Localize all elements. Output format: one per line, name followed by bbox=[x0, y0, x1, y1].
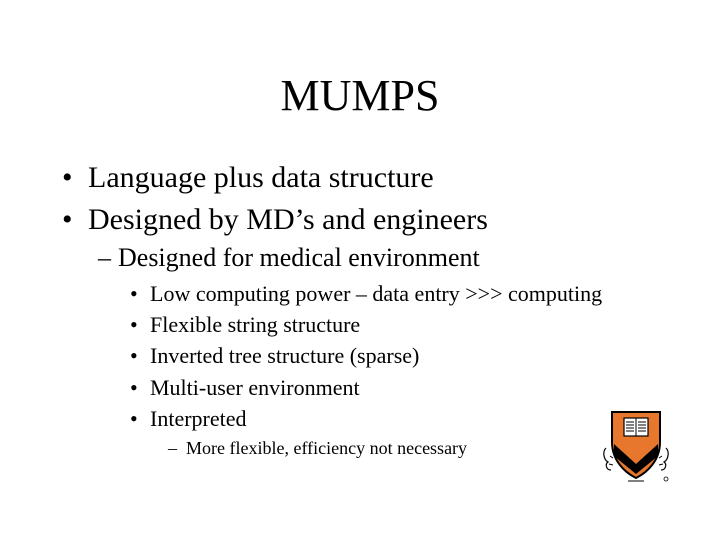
bullet-marker: • bbox=[62, 203, 73, 236]
bullet-marker: • bbox=[130, 281, 138, 306]
sub-sub-bullet-text: Inverted tree structure (sparse) bbox=[150, 343, 420, 368]
sub-sub-bullet-text: Multi-user environment bbox=[150, 375, 360, 400]
sub-sub-bullet-text: Low computing power – data entry >>> computing bbox=[150, 281, 603, 306]
bullet-marker: • bbox=[130, 312, 138, 337]
bullet-marker: • bbox=[62, 161, 73, 194]
bullet-marker: • bbox=[130, 406, 138, 431]
bullet-marker: • bbox=[130, 375, 138, 400]
sub-bullet-text: Designed for medical environment bbox=[118, 243, 480, 272]
bullet-text: Language plus data structure bbox=[88, 161, 434, 194]
sub-sub-bullet-text: Interpreted bbox=[150, 406, 247, 431]
bullet-text: Designed by MD’s and engineers bbox=[88, 203, 488, 236]
level4-bullet-text: More flexible, efficiency not necessary bbox=[186, 438, 468, 458]
princeton-shield-icon bbox=[600, 404, 672, 484]
bullet-marker: • bbox=[130, 343, 138, 368]
dash-marker: – bbox=[98, 243, 111, 272]
sub-sub-bullet-text: Flexible string structure bbox=[150, 312, 361, 337]
dash-marker: – bbox=[168, 438, 177, 458]
slide-title: MUMPS bbox=[280, 71, 440, 120]
